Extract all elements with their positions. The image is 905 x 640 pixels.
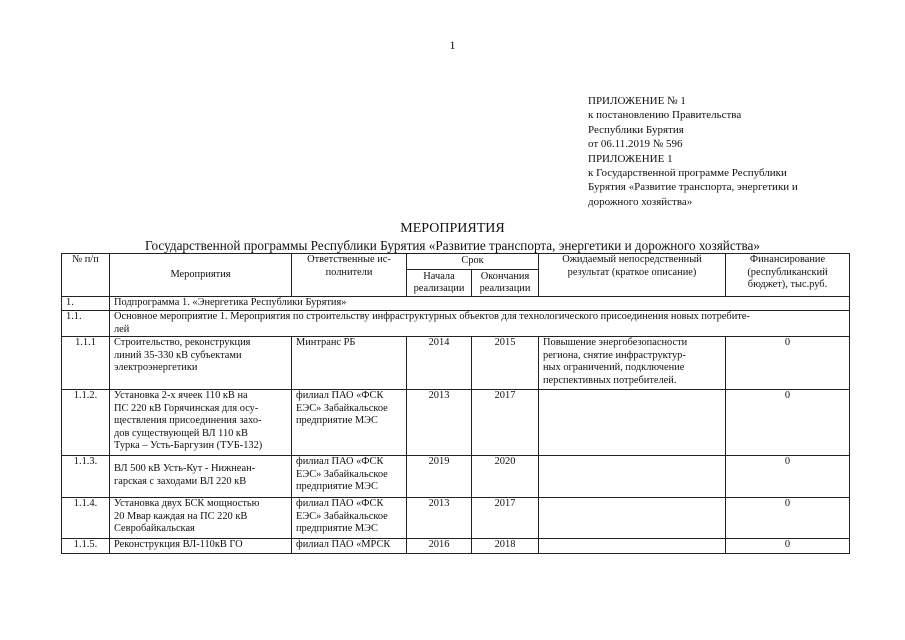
row-result — [539, 456, 726, 498]
appendix-line: от 06.11.2019 № 596 — [588, 138, 683, 151]
row-event: ВЛ 500 кВ Усть-Кут - Нижнеан- гарская с заходами ВЛ 220 кВ — [110, 456, 292, 498]
row-responsible: филиал ПАО «МРСК — [292, 539, 407, 554]
appendix-block — [588, 94, 888, 209]
row-num: 1.1.3. — [62, 456, 110, 498]
main-event-row — [62, 311, 850, 337]
row-event: Строительство, реконструкция линий 35-330 кВ субъектами электроэнергетики — [110, 337, 292, 390]
row-result — [539, 390, 726, 456]
table-row — [62, 390, 850, 456]
appendix-line: дорожного хозяйства» — [588, 195, 693, 208]
header-num: № п/п — [62, 254, 110, 297]
row-funding: 0 — [726, 539, 850, 554]
header-start: Начала реализации — [407, 270, 472, 297]
row-end: 2015 — [472, 337, 539, 390]
header-responsible: Ответственные ис- полнители — [292, 254, 407, 297]
row-funding: 0 — [726, 456, 850, 498]
row-num: 1.1.1 — [62, 337, 110, 390]
row-num: 1.1.2. — [62, 390, 110, 456]
header-event: Мероприятия — [110, 254, 292, 297]
row-start: 2016 — [407, 539, 472, 554]
row-result — [539, 539, 726, 554]
main-event-title: Основное мероприятие 1. Мероприятия по строительству инфраструктурных объектов для технологического присоединения новых потребите- лей — [110, 311, 850, 337]
appendix-line: к Государственной программе Республики — [588, 167, 787, 180]
appendix-line: ПРИЛОЖЕНИЕ 1 — [588, 152, 673, 165]
row-responsible: филиал ПАО «ФСК ЕЭС» Забайкальское предприятие МЭС — [292, 498, 407, 539]
row-event: Реконструкция ВЛ-110кВ ГО — [110, 539, 292, 554]
events-table — [61, 253, 850, 554]
row-responsible: филиал ПАО «ФСК ЕЭС» Забайкальское предприятие МЭС — [292, 390, 407, 456]
row-result — [539, 498, 726, 539]
header-term: Срок — [407, 254, 539, 270]
row-responsible: филиал ПАО «ФСК ЕЭС» Забайкальское предприятие МЭС — [292, 456, 407, 498]
header-end: Окончания реализации — [472, 270, 539, 297]
row-end: 2017 — [472, 498, 539, 539]
row-funding: 0 — [726, 390, 850, 456]
row-start: 2014 — [407, 337, 472, 390]
row-start: 2013 — [407, 390, 472, 456]
row-end: 2018 — [472, 539, 539, 554]
document-subtitle: Государственной программы Республики Бурятия «Развитие транспорта, энергетики и дорожного хозяйства» — [145, 238, 760, 253]
page-number: 1 — [449, 38, 456, 52]
appendix-line: к постановлению Правительства — [588, 109, 742, 122]
appendix-line: Бурятия «Развитие транспорта, энергетики и — [588, 181, 798, 194]
row-event: Установка двух БСК мощностью 20 Мвар каждая на ПС 220 кВ Севробайкальская — [110, 498, 292, 539]
table-row — [62, 337, 850, 390]
header-result: Ожидаемый непосредственный результат (краткое описание) — [539, 254, 726, 297]
row-num: 1.1.5. — [62, 539, 110, 554]
row-event: Установка 2-х ячеек 110 кВ на ПС 220 кВ Горячинская для осу- ществления присоединения захо- дов существующей ВЛ 110 кВ Турка – Усть-Баргузин (ТУБ-132) — [110, 390, 292, 456]
appendix-line: Республики Бурятия — [588, 123, 684, 136]
table-row — [62, 539, 850, 554]
appendix-line: ПРИЛОЖЕНИЕ № 1 — [588, 95, 686, 107]
row-funding: 0 — [726, 337, 850, 390]
row-result: Повышение энергобезопасности региона, снятие инфраструктур- ных ограничений, подключение перспективных потребителей. — [539, 337, 726, 390]
main-event-num: 1.1. — [62, 311, 110, 337]
row-responsible: Минтранс РБ — [292, 337, 407, 390]
table-row — [62, 456, 850, 498]
subprogram-row — [62, 297, 850, 311]
row-num: 1.1.4. — [62, 498, 110, 539]
row-end: 2017 — [472, 390, 539, 456]
row-start: 2019 — [407, 456, 472, 498]
row-start: 2013 — [407, 498, 472, 539]
subprogram-num: 1. — [62, 297, 110, 311]
row-end: 2020 — [472, 456, 539, 498]
header-funding: Финансирование (республиканский бюджет), тыс.руб. — [726, 254, 850, 297]
row-funding: 0 — [726, 498, 850, 539]
subprogram-title: Подпрограмма 1. «Энергетика Республики Бурятия» — [110, 297, 850, 311]
document-title: МЕРОПРИЯТИЯ — [400, 221, 505, 236]
table-row — [62, 498, 850, 539]
